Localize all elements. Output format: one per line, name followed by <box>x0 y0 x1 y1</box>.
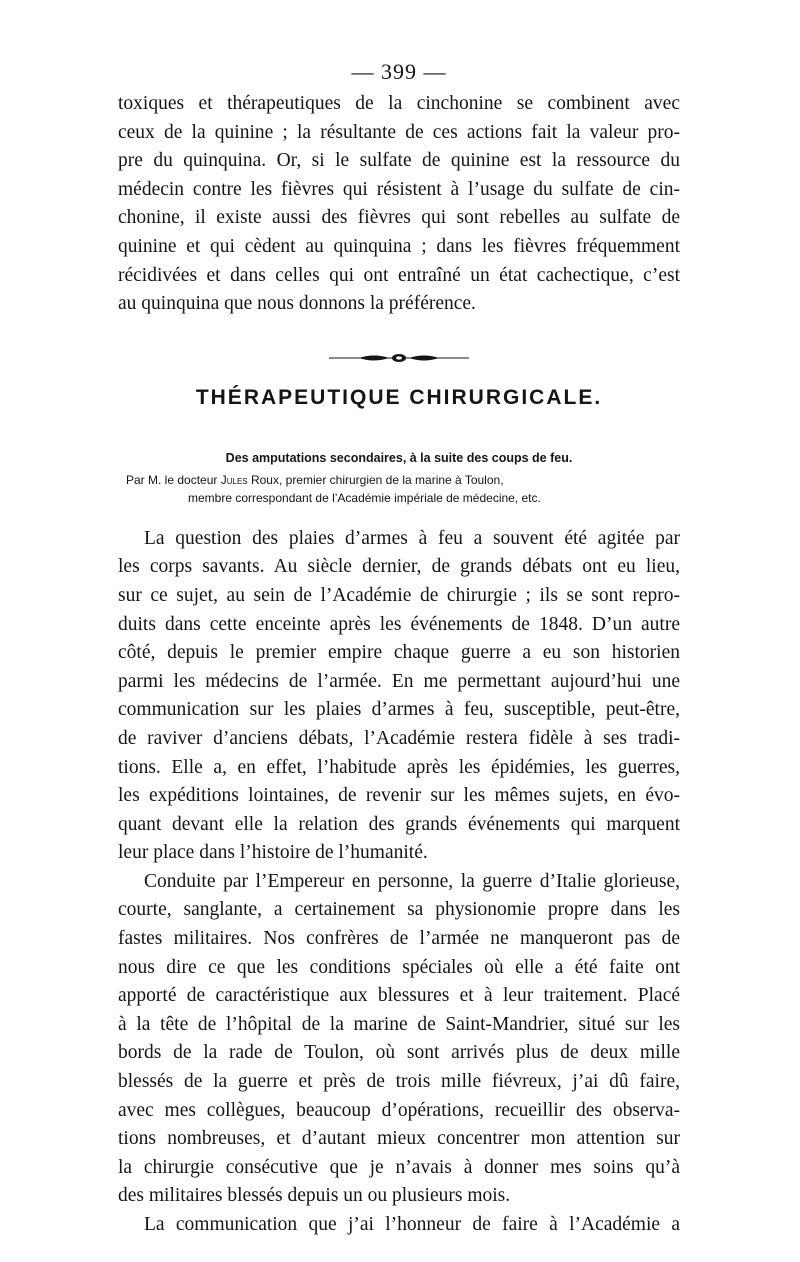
text-line: au quinquina que nous donnons la préférence. <box>118 293 476 315</box>
text-line: courte, sanglante, a certainement sa physionomie propre dans les <box>118 899 680 921</box>
text-line: ceux de la quinine ; la résultante de ces actions fait la valeur pro- <box>118 121 680 143</box>
byline-line-2: membre correspondant de l’Académie impériale de médecine, etc. <box>188 490 541 505</box>
text-line: quinine et qui cèdent au quinquina ; dans les fièvres fréquemment <box>118 235 680 257</box>
text-line: quant devant elle la relation des grands événements qui marquent <box>118 813 680 835</box>
text-line: des militaires blessés depuis un ou plusieurs mois. <box>118 1185 511 1207</box>
article-title: Des amputations secondaires, à la suite des coups de feu. <box>225 450 573 465</box>
text-line: apporté de caractéristique aux blessures et à leur traitement. Placé <box>118 985 680 1007</box>
text-line: côté, depuis le premier empire chaque guerre a eu son historien <box>118 642 680 664</box>
text-line: de raviver d’anciens débats, l’Académie restera fidèle à ses tradi- <box>118 727 680 749</box>
section-title: THÉRAPEUTIQUE CHIRURGICALE. <box>195 385 603 409</box>
intro-paragraph <box>118 90 680 319</box>
byline-suffix: Roux, premier chirurgien de la marine à Toulon, <box>247 472 504 487</box>
page-number: — 399 — <box>351 59 447 84</box>
text-line: les expéditions lointaines, de revenir sur les mêmes sujets, en évo- <box>118 785 680 807</box>
text-line: tions nombreuses, et d’autant mieux concentrer mon attention sur <box>118 1128 680 1150</box>
text-line: sur ce sujet, au sein de l’Académie de chirurgie ; ils se sont repro- <box>118 584 680 606</box>
author-name: Jules <box>220 472 248 487</box>
text-line: récidivées et dans celles qui ont entraîné un état cachectique, c’est <box>118 264 680 286</box>
text-line: la chirurgie consécutive que je n’avais à donner mes soins qu’à <box>118 1156 680 1178</box>
text-line: chonine, il existe aussi des fièvres qui sont rebelles au sulfate de <box>118 207 680 229</box>
text-line: avec mes collègues, beaucoup d’opérations, recueillir des observa- <box>118 1099 680 1121</box>
text-line: blessés de la guerre et près de trois mille fiévreux, j’ai dû faire, <box>118 1071 680 1093</box>
byline-prefix: Par M. le docteur <box>126 472 221 487</box>
text-line: pre du quinquina. Or, si le sulfate de quinine est la ressource du <box>118 150 680 172</box>
text-line: fastes militaires. Nos confrères de l’armée ne manqueront pas de <box>118 928 680 950</box>
text-line: bords de la rade de Toulon, où sont arrivés plus de deux mille <box>118 1042 680 1064</box>
text-line: communication sur les plaies d’armes à feu, susceptible, peut-être, <box>118 699 680 721</box>
text-line: les corps savants. Au siècle dernier, de grands débats ont eu lieu, <box>118 556 680 578</box>
book-page <box>118 58 680 1240</box>
text-line: nous dire ce que les conditions spéciales où elle a été faite ont <box>118 956 680 978</box>
text-line: La question des plaies d’armes à feu a souvent été agitée par <box>144 527 680 549</box>
body-paragraph-3 <box>118 1211 680 1240</box>
text-line: tions. Elle a, en effet, l’habitude après les épidémies, les guerres, <box>118 756 680 778</box>
text-line: parmi les médecins de l’armée. En me permettant aujourd’hui une <box>118 670 680 692</box>
text-line: leur place dans l’histoire de l’humanité. <box>118 842 428 864</box>
byline <box>118 471 680 507</box>
body-paragraph-1 <box>118 525 680 868</box>
text-line: Conduite par l’Empereur en personne, la guerre d’Italie glorieuse, <box>144 870 680 892</box>
text-line: duits dans cette enceinte après les événements de 1848. D’un autre <box>118 613 680 635</box>
text-line: médecin contre les fièvres qui résistent à l’usage du sulfate de cin- <box>118 178 680 200</box>
text-line: La communication que j’ai l’honneur de faire à l’Académie a <box>144 1214 680 1235</box>
text-line: à la tête de l’hôpital de la marine de Saint-Mandrier, situé sur les <box>118 1013 680 1035</box>
ornament-divider-icon <box>329 351 469 365</box>
text-line: toxiques et thérapeutiques de la cinchonine se combinent avec <box>118 93 680 114</box>
body-paragraph-2 <box>118 868 680 1211</box>
byline-line-1 <box>118 471 680 489</box>
